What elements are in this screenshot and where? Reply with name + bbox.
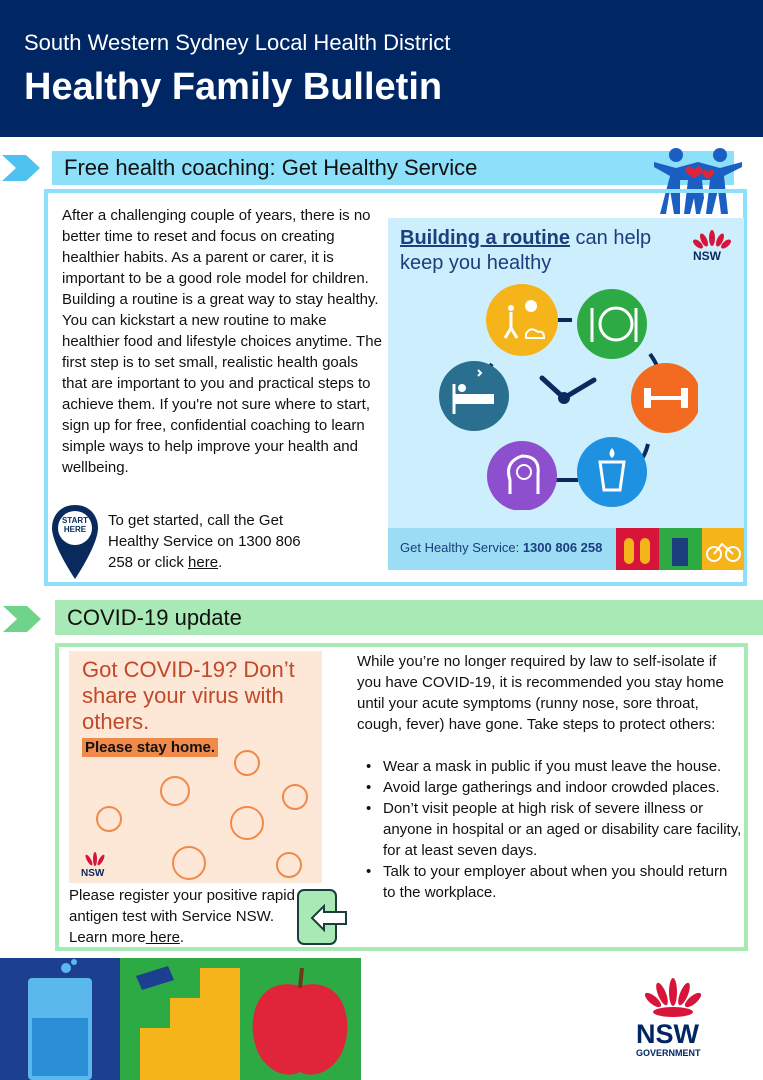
list-item: • Avoid large gatherings and indoor crowded places. xyxy=(357,777,742,798)
list-item: • Talk to your employer about when you should return to the workplace. xyxy=(357,861,742,903)
infographic-footer xyxy=(388,528,744,570)
sun-walk-icon xyxy=(486,284,558,356)
waratah-logo-icon xyxy=(81,851,109,869)
activity-tiles-icon xyxy=(616,528,744,570)
infographic-heading-rest: can help keep you healthy xyxy=(400,227,652,274)
dumbbell-icon xyxy=(631,363,698,433)
register-rat-text xyxy=(69,885,301,948)
infographic-nsw: NSW xyxy=(693,249,721,263)
infographic-footer-text xyxy=(400,540,602,555)
covid-poster-nsw: NSW xyxy=(81,868,105,879)
sleep-bed-icon xyxy=(439,361,509,431)
infographic-footer-phone: 1300 806 258 xyxy=(522,540,603,555)
get-started-copy: To get started, call the Get Healthy Service on 1300 806 258 or click xyxy=(108,512,301,571)
infographic-heading-bold: Building a routine xyxy=(400,227,570,249)
start-here-pin-icon xyxy=(51,503,99,581)
nsw-wordmark: NSW xyxy=(636,1019,699,1049)
covid-poster xyxy=(69,651,322,883)
get-healthy-link[interactable]: here xyxy=(188,554,219,571)
routine-infographic xyxy=(388,218,744,570)
chevron-arrow-icon xyxy=(3,606,43,632)
list-item: • Wear a mask in public if you must leave the house. xyxy=(357,756,742,777)
get-started-text xyxy=(108,510,328,573)
covid-poster-headline: Got COVID-19? Don’t share your virus with others. xyxy=(82,657,295,734)
mind-icon xyxy=(487,441,557,510)
infographic-footer-label: Get Healthy Service: xyxy=(400,540,523,555)
get-started-end: . xyxy=(218,554,223,571)
covid-intro: While you’re no longer required by law to self-isolate if you have COVID-19, it is recommended you stay home until your acute symptoms (runny nose, sore throat, cough, fever) have gone. Take steps to protect others: xyxy=(357,653,724,733)
register-rat-copy: Please register your positive rapid antigen test with Service NSW. Learn more xyxy=(69,887,295,946)
list-item: • Don’t visit people at high risk of severe illness or anyone in hospital or an aged or disability care facility, for at least seven days. xyxy=(357,798,742,861)
section-heading-covid: COVID-19 update xyxy=(55,600,763,635)
service-nsw-link[interactable]: here xyxy=(145,929,180,946)
covid-advice-list xyxy=(357,756,742,903)
nsw-government-logo xyxy=(632,976,714,1062)
virus-particles-icon xyxy=(89,743,319,883)
healthy-habits-illustration xyxy=(0,958,361,1080)
section-heading-coaching: Free health coaching: Get Healthy Service xyxy=(52,151,734,185)
waratah-logo-icon xyxy=(644,976,702,1018)
header-banner xyxy=(0,0,763,137)
chevron-arrow-icon xyxy=(2,155,42,181)
register-rat-end: . xyxy=(179,929,185,946)
plate-cutlery-icon xyxy=(577,289,647,359)
bulletin-title: Healthy Family Bulletin xyxy=(24,66,443,108)
covid-poster-cta: Please stay home. xyxy=(82,738,218,757)
coaching-paragraph: After a challenging couple of years, there is no better time to reset and focus on creating healthier habits. As a parent or carer, it is important to be a good role model for children. Building a routine is a great way to stay healthy. You can kickstart a new routine to make healthier food and lifestyle choices anytime. The first step is to set small, realistic health goals that are important to you and practical steps to achieve them. If you're not sure where to start, sign up for free, confidential coaching to learn simple ways to help improve your health and wellbeing. xyxy=(62,207,382,476)
start-here-badge: START HERE xyxy=(61,516,89,534)
government-wordmark: GOVERNMENT xyxy=(636,1048,701,1058)
organisation-name: South Western Sydney Local Health District xyxy=(24,30,451,55)
water-glass-icon xyxy=(577,437,647,507)
infographic-heading xyxy=(400,226,680,276)
device-arrow-icon xyxy=(296,888,350,946)
routine-clock-diagram xyxy=(438,284,698,510)
